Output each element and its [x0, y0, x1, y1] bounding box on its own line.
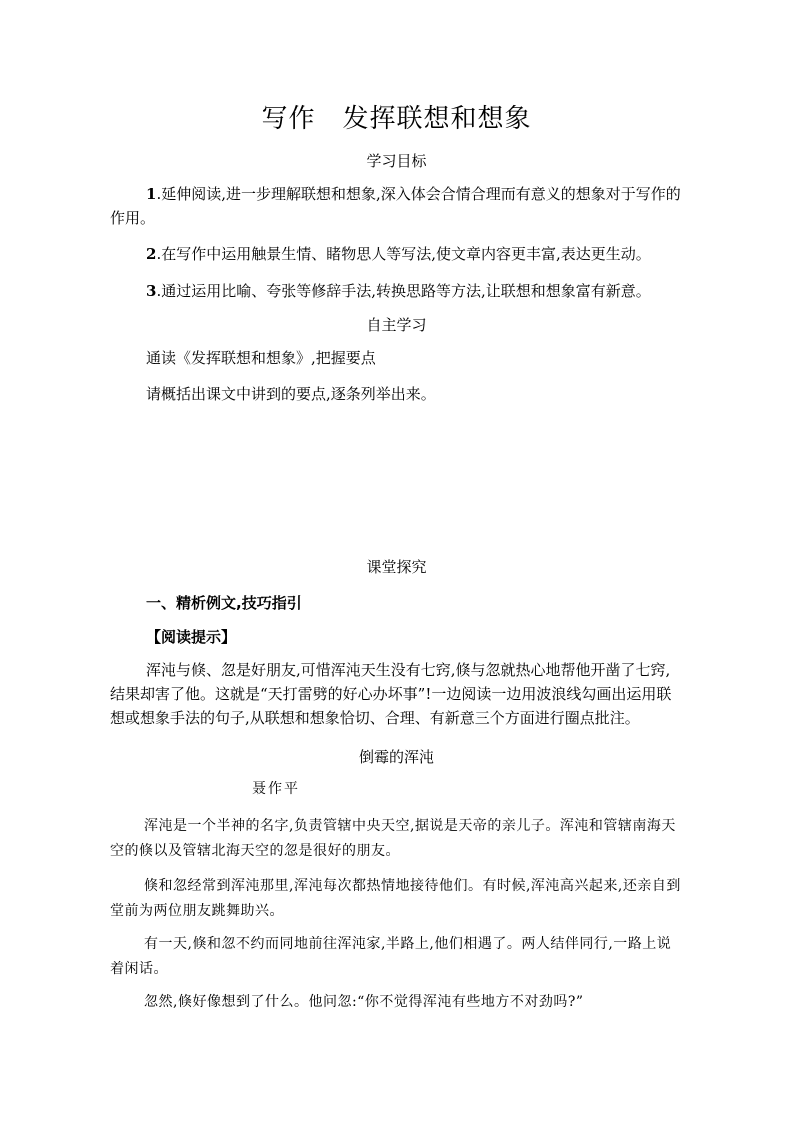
page-title: 写作 发挥联想和想象 — [261, 104, 532, 134]
story-paragraph: 忽然,倏好像想到了什么。他问忽:“你不觉得浑沌有些地方不对劲吗?” — [144, 994, 584, 1010]
objective-text: .通过运用比喻、夸张等修辞手法,转换思路等方法,让联想和想象富有新意。 — [156, 282, 651, 300]
objective-text: .在写作中运用触景生情、睹物思人等写法,使文章内容更丰富,表达更生动。 — [156, 245, 651, 263]
story-title: 倒霉的浑沌 — [358, 748, 434, 766]
story-paragraph: 有一天,倏和忽不约而同地前往浑沌家,半路上,他们相遇了。两人结伴同行,一路上说着闲话。 — [110, 936, 672, 977]
story-paragraph: 浑沌是一个半神的名字,负责管辖中央天空,据说是天帝的亲儿子。浑沌和管辖南海天空的倏以及管辖北海天空的忽是很好的朋友。 — [110, 818, 676, 859]
class-explore-heading: 课堂探究 — [366, 558, 427, 576]
objective-item-3 — [110, 279, 685, 303]
objectives-heading: 学习目标 — [366, 152, 427, 170]
objective-number: 1 — [146, 185, 157, 203]
objective-text: .延伸阅读,进一步理解联想和想象,深入体会合情合理而有意义的想象对于写作的作用。 — [110, 185, 681, 227]
self-study-heading: 自主学习 — [366, 316, 427, 334]
section-heading: 一、精析例文,技巧指引 — [146, 594, 302, 612]
objective-number: 2 — [146, 245, 157, 263]
self-study-line-1: 通读《发挥联想和想象》,把握要点 — [146, 349, 376, 367]
objective-number: 3 — [146, 282, 157, 300]
objective-item-2 — [110, 242, 685, 266]
self-study-line-2: 请概括出课文中讲到的要点,逐条列举出来。 — [146, 385, 436, 403]
story-paragraph: 倏和忽经常到浑沌那里,浑沌每次都热情地接待他们。有时候,浑沌高兴起来,还亲自到堂前为两位朋友跳舞助兴。 — [110, 878, 681, 919]
story-author: 聂作平 — [252, 781, 300, 797]
reading-tip-label: 【阅读提示】 — [146, 628, 237, 646]
objective-item-1 — [110, 182, 685, 230]
reading-tip-text: 浑沌与倏、忽是好朋友,可惜浑沌天生没有七窍,倏与忽就热心地帮他开凿了七窍,结果却害了他。这就是“天打雷劈的好心办坏事”!一边阅读一边用波浪线勾画出运用联想或想象手法的句子,从联想和想象恰切、合理、有新意三个方面进行圈点批注。 — [110, 661, 672, 727]
